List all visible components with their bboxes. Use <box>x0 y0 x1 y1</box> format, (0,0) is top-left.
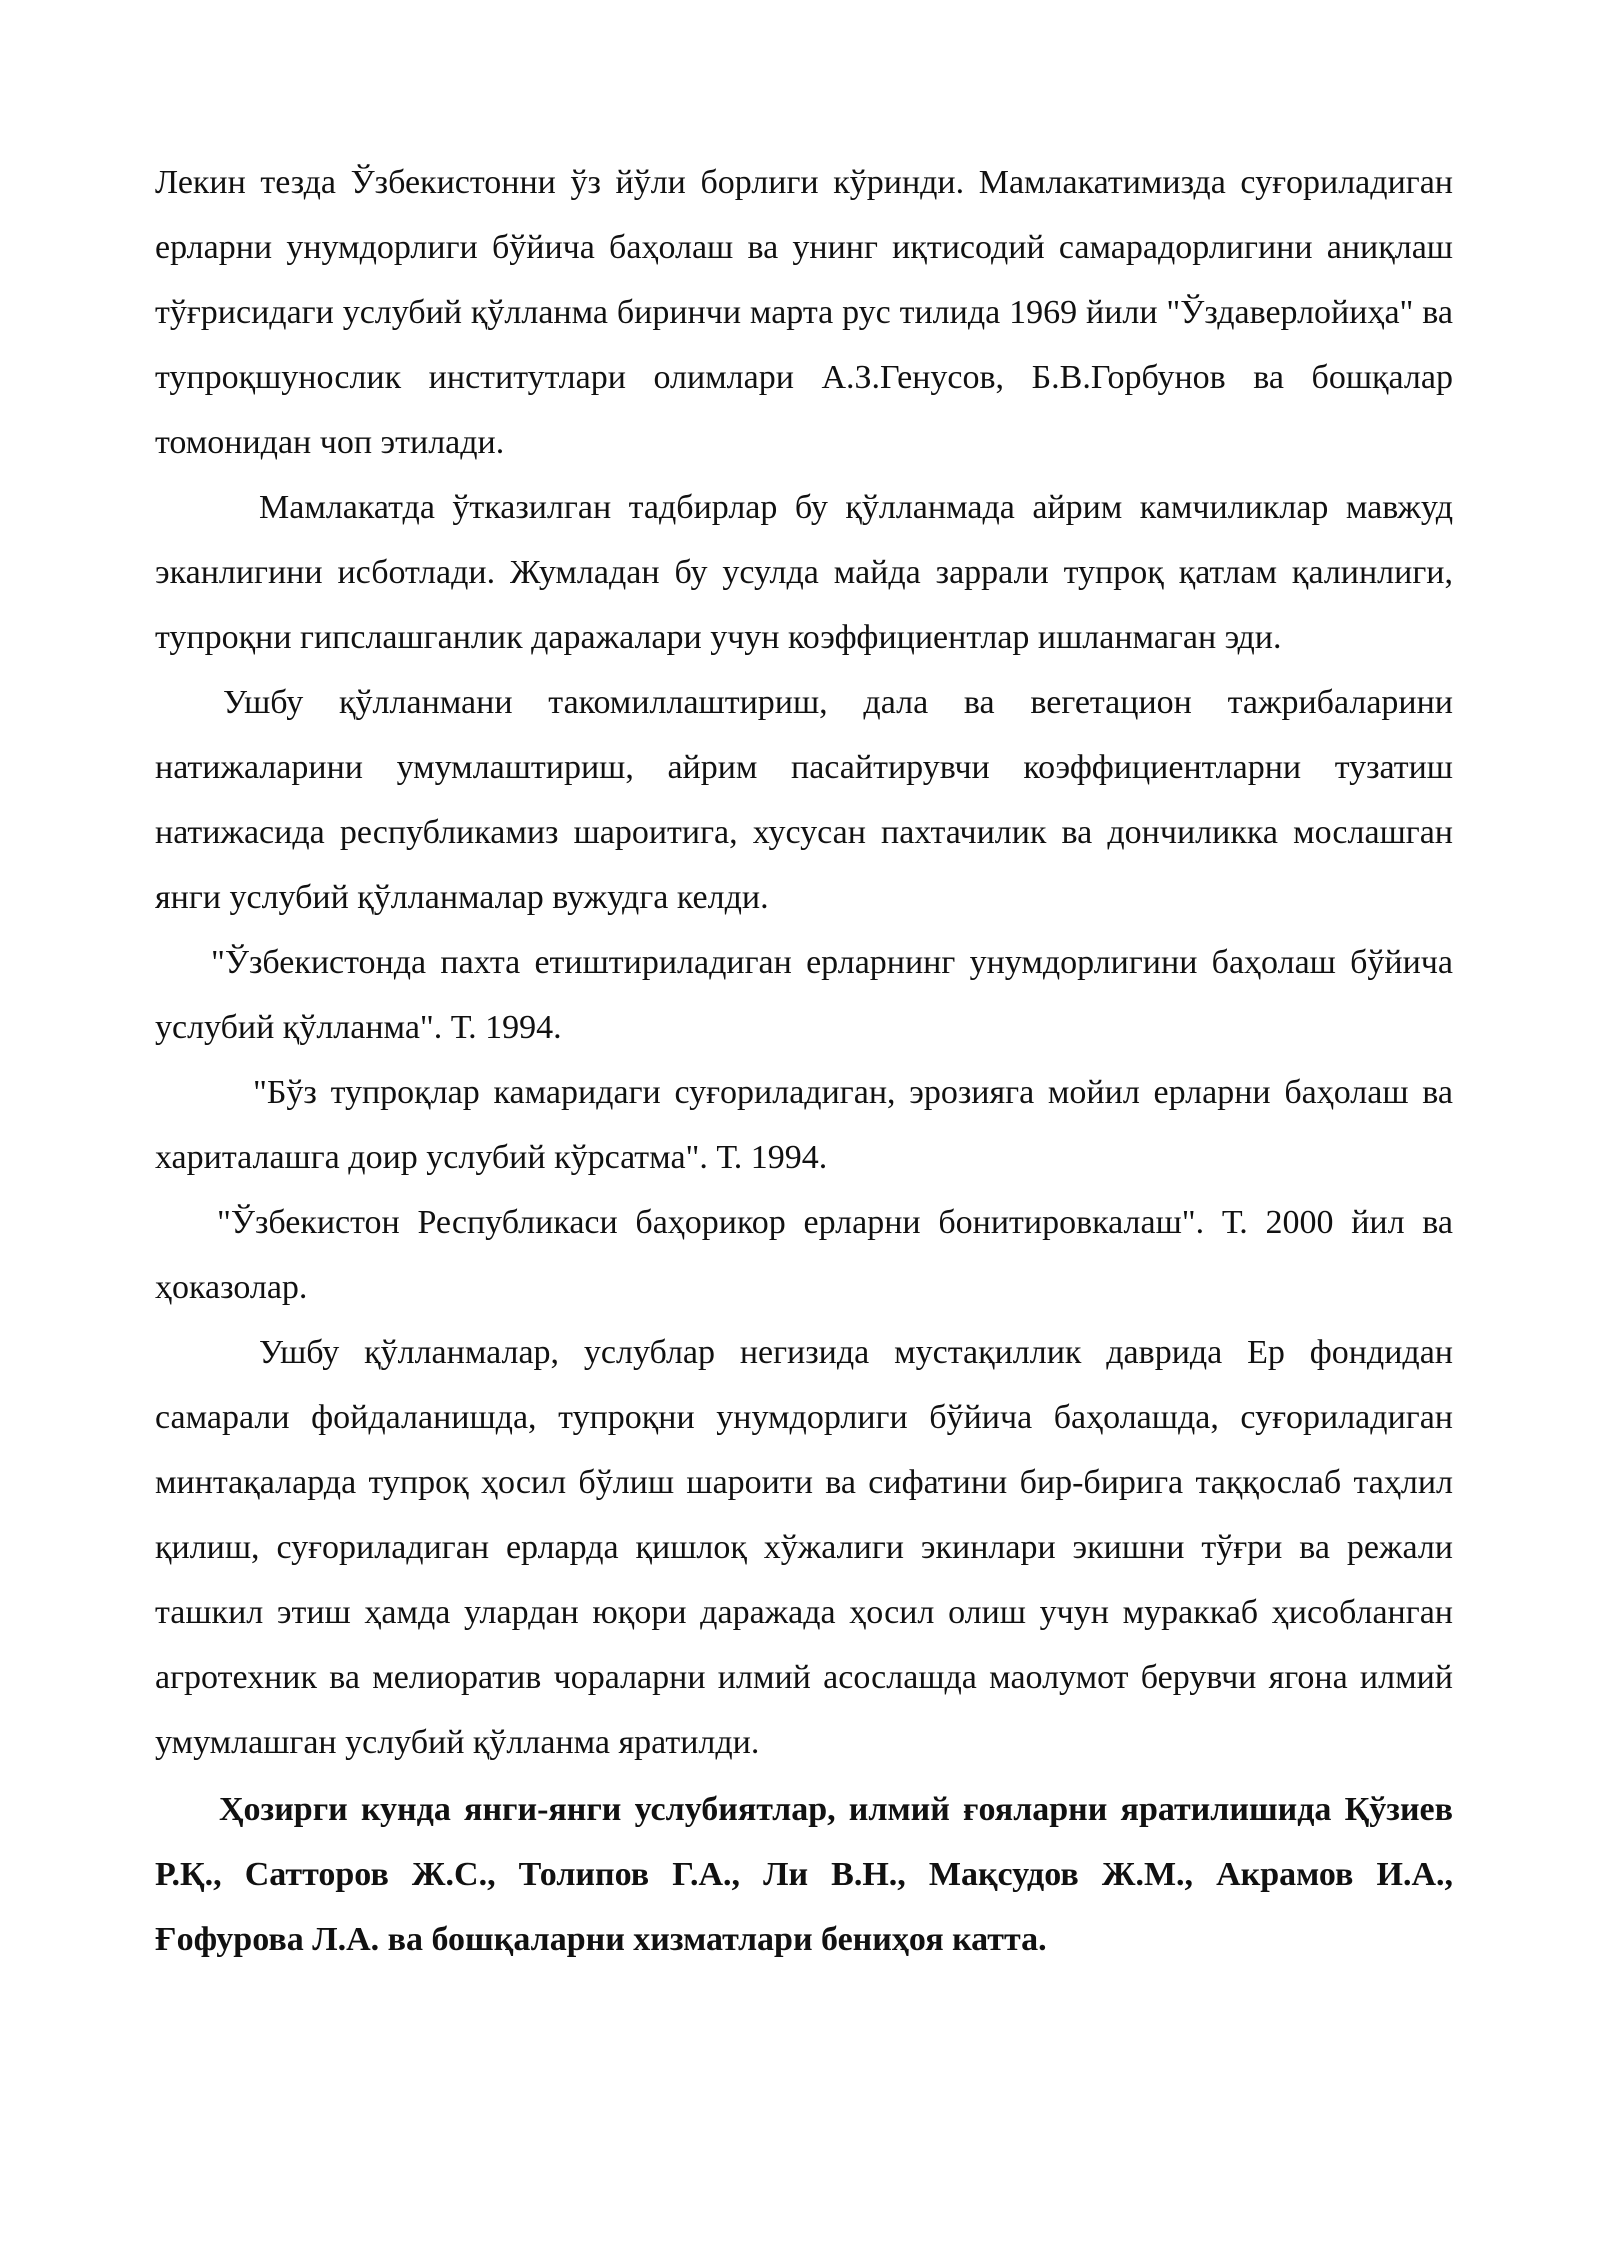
reference-gray-soils: "Бўз тупроқлар камаридаги суғориладиган, эрозияга мойил ерларни баҳолаш ва хариталашга доир услубий кўрсатма". Т. 1994. <box>155 1074 1453 1176</box>
document-page <box>155 150 1453 1972</box>
paragraph-contributors: Ҳозирги кунда янги-янги услубиятлар, илмий ғояларни яратилишида Қўзиев Р.Қ., Сатторов Ж.С., Толипов Г.А., Ли В.Н., Мақсудов Ж.М., Акрамов И.А., Ғофурова Л.А. ва бошқаларни хизматлари бениҳоя катта. <box>155 1791 1453 1958</box>
reference-rainfed-lands: "Ўзбекистон Республикаси баҳорикор ерларни бонитировкалаш". Т. 2000 йил ва ҳоказолар. <box>155 1204 1453 1306</box>
reference-cotton-lands: "Ўзбекистонда пахта етиштириладиган ерларнинг унумдорлигини баҳолаш бўйича услубий қўлланма". Т. 1994. <box>155 944 1453 1046</box>
paragraph-manuals-result: Ушбу қўлланмалар, услублар негизида мустақиллик даврида Ер фондидан самарали фойдаланишда, тупроқни унумдорлиги бўйича баҳолашда, суғориладиган минтақаларда тупроқ ҳосил бўлиш шароити ва сифатини бир-бирига таққослаб таҳлил қилиш, суғориладиган ерларда қишлоқ хўжалиги экинлари экишни тўғри ва режали ташкил этиш ҳамда улардан юқори даражада ҳосил олиш учун мураккаб ҳисобланган агротехник ва мелиоратив чораларни илмий асослашда маолумот берувчи ягона илмий умумлашган услубий қўлланма яратилди. <box>155 1334 1453 1761</box>
paragraph-manual-history: Лекин тезда Ўзбекистонни ўз йўли борлиги кўринди. Мамлакатимизда суғориладиган ерларни унумдорлиги бўйича баҳолаш ва унинг иқтисодий самарадорлигини аниқлаш тўғрисидаги услубий қўлланма биринчи марта рус тилида 1969 йили "Ўздаверлойиҳа" ва тупроқшунослик институтлари олимлари А.З.Генусов, Б.В.Горбунов ва бошқалар томонидан чоп этилади. <box>155 164 1453 461</box>
paragraph-improvement: Ушбу қўлланмани такомиллаштириш, дала ва вегетацион тажрибаларини натижаларини умумлаштириш, айрим пасайтирувчи коэффициентларни тузатиш натижасида республикамиз шароитига, хусусан пахтачилик ва дончиликка мослашган янги услубий қўлланмалар вужудга келди. <box>155 684 1453 916</box>
paragraph-shortcomings: Мамлакатда ўтказилган тадбирлар бу қўлланмада айрим камчиликлар мавжуд эканлигини исботлади. Жумладан бу усулда майда заррали тупроқ қатлам қалинлиги, тупроқни гипслашганлик даражалари учун коэффициентлар ишланмаган эди. <box>155 489 1453 656</box>
